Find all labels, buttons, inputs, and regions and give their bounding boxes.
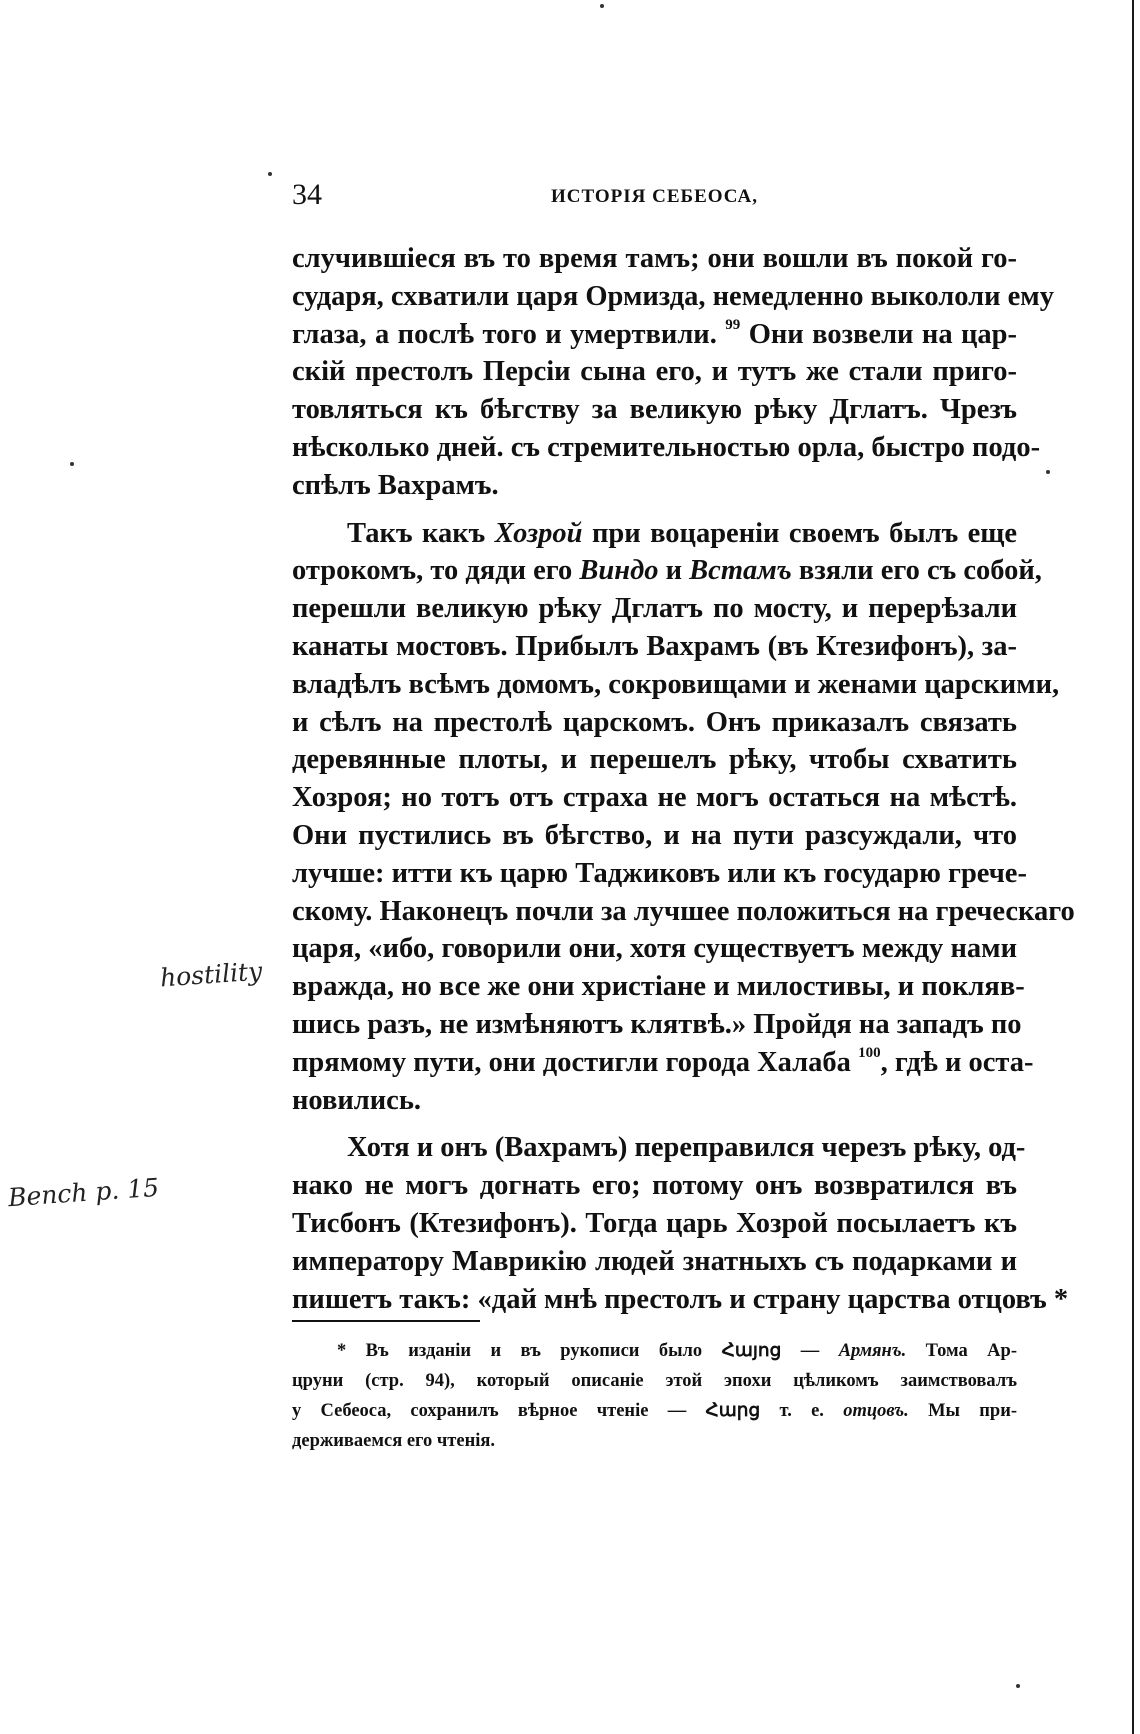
text-fragment: глаза, а послѣ того и умертвили.: [292, 318, 717, 350]
note-ref-100: 100: [858, 1044, 881, 1061]
translation: Армянъ.: [838, 1341, 907, 1361]
margin-note-hostility: hostility: [159, 956, 264, 993]
text-fragment: у Себеоса, сохранилъ вѣрное чтеніе —: [292, 1401, 687, 1421]
text-line: товляться къ бѣгству за великую рѣку Дглатъ. Чрезъ: [292, 394, 1017, 426]
text-line: владѣлъ всѣмъ домомъ, сокровищами и женами царскими,: [292, 668, 1060, 700]
armenian-word: Հայոց: [721, 1341, 782, 1361]
ink-speck: [1016, 1684, 1020, 1688]
text-line: новились.: [292, 1084, 422, 1116]
text-line: нако не могъ догнать его; потому онъ возвратился въ: [292, 1170, 1017, 1202]
ink-speck: [70, 462, 74, 466]
text-line: сударя, схватили царя Ормизда, немедленно выкололи ему: [292, 280, 1054, 312]
text-fragment: Мы при-: [928, 1401, 1018, 1421]
text-fragment: Они возвели на цар-: [748, 318, 1018, 350]
text-line: случившіеся въ то время тамъ; они вошли въ покой го-: [292, 243, 1017, 274]
margin-note-bench: Bench p. 15: [7, 1172, 160, 1213]
text-line: канаты мостовъ. Прибылъ Вахрамъ (въ Ктезифонъ), за-: [292, 630, 1017, 662]
footnote: [292, 1336, 1017, 1456]
text-fragment: Такъ какъ: [347, 517, 486, 549]
text-line: царя, «ибо, говорили они, хотя существуетъ между нами: [292, 933, 1017, 965]
footnote-line: [292, 1396, 1017, 1426]
footnote-rule: [292, 1320, 480, 1322]
text-line: скій престолъ Персіи сына его, и тутъ же стали приго-: [292, 356, 1017, 388]
text-fragment: и: [665, 555, 683, 587]
text-line: Они пустились въ бѣгство, и на пути разсуждали, что: [292, 819, 1017, 851]
text-line: деревянные плоты, и перешелъ рѣку, чтобы схватить: [292, 744, 1017, 776]
body-text: [292, 240, 1075, 1328]
footnote-line: цруни (стр. 94), который описаніе этой эпохи цѣликомъ заимствовалъ: [292, 1371, 1017, 1391]
text-line: [292, 1044, 1034, 1082]
text-fragment: , гдѣ и оста-: [880, 1046, 1034, 1078]
text-fragment: Тома Ар-: [925, 1341, 1017, 1361]
paragraph-1: [292, 240, 1054, 505]
text-fragment: —: [800, 1341, 820, 1361]
text-line: Хотя и онъ (Вахрамъ) переправился черезъ рѣку, од-: [347, 1132, 1026, 1164]
text-fragment: при воцареніи своемъ былъ еще: [591, 517, 1018, 549]
text-line: скому. Наконецъ почли за лучшее положиться на греческаго: [292, 895, 1075, 927]
page-header: [292, 178, 1017, 218]
text-line: вражда, но все же они христіане и милостивы, и покляв-: [292, 971, 1025, 1003]
ink-speck: [1046, 470, 1050, 474]
text-fragment: * Въ изданіи и въ рукописи было: [337, 1341, 703, 1361]
text-line: [292, 552, 1042, 590]
text-line: лучше: итти къ царю Таджиковъ или къ государю грече-: [292, 857, 1027, 889]
armenian-word: Հարց: [705, 1401, 761, 1421]
text-line: спѣлъ Вахрамъ.: [292, 469, 499, 501]
footnote-line: [292, 1336, 1017, 1366]
text-line: и сѣлъ на престолѣ царскомъ. Онъ приказалъ связать: [292, 706, 1017, 738]
name-khosrow: Хозрой: [494, 517, 583, 549]
name-vindo: Виндо: [579, 555, 659, 587]
text-line: [292, 316, 1017, 354]
text-line: пишетъ такъ: «дай мнѣ престолъ и страну царства отцовъ *: [292, 1283, 1069, 1315]
text-fragment: т. е.: [779, 1401, 824, 1421]
text-fragment: взяли его съ собой,: [798, 555, 1042, 587]
text-line: Хозроя; но тотъ отъ страха не могъ остаться на мѣстѣ.: [292, 782, 1017, 814]
note-ref-99: 99: [725, 316, 741, 333]
page-number: 34: [292, 178, 322, 211]
text-line: [292, 515, 1017, 553]
running-title: ИСТОРІЯ СЕБЕОСА,: [550, 186, 759, 207]
text-fragment: отрокомъ, то дяди его: [292, 555, 573, 587]
paragraph-3: [292, 1129, 1069, 1318]
text-line: императору Маврикію людей знатныхъ съ подарками и: [292, 1245, 1017, 1277]
text-fragment: прямому пути, они достигли города Халаба: [292, 1046, 851, 1078]
text-line: шись разъ, не измѣняютъ клятвѣ.» Пройдя на западъ по: [292, 1008, 1022, 1040]
text-line: нѣсколько дней. съ стремительностью орла, быстро подо-: [292, 431, 1041, 463]
text-line: перешли великую рѣку Дглатъ по мосту, и перерѣзали: [292, 593, 1017, 625]
page-edge-line: [1132, 0, 1134, 1734]
translation: отцовъ.: [843, 1401, 909, 1421]
text-line: Тисбонъ (Ктезифонъ). Тогда царь Хозрой посылаетъ къ: [292, 1207, 1017, 1239]
paragraph-2: [292, 515, 1075, 1120]
name-vstam: Встамъ: [689, 555, 792, 587]
ink-speck: [600, 4, 604, 8]
footnote-line: держиваемся его чтенія.: [292, 1431, 496, 1451]
ink-speck: [268, 172, 272, 176]
